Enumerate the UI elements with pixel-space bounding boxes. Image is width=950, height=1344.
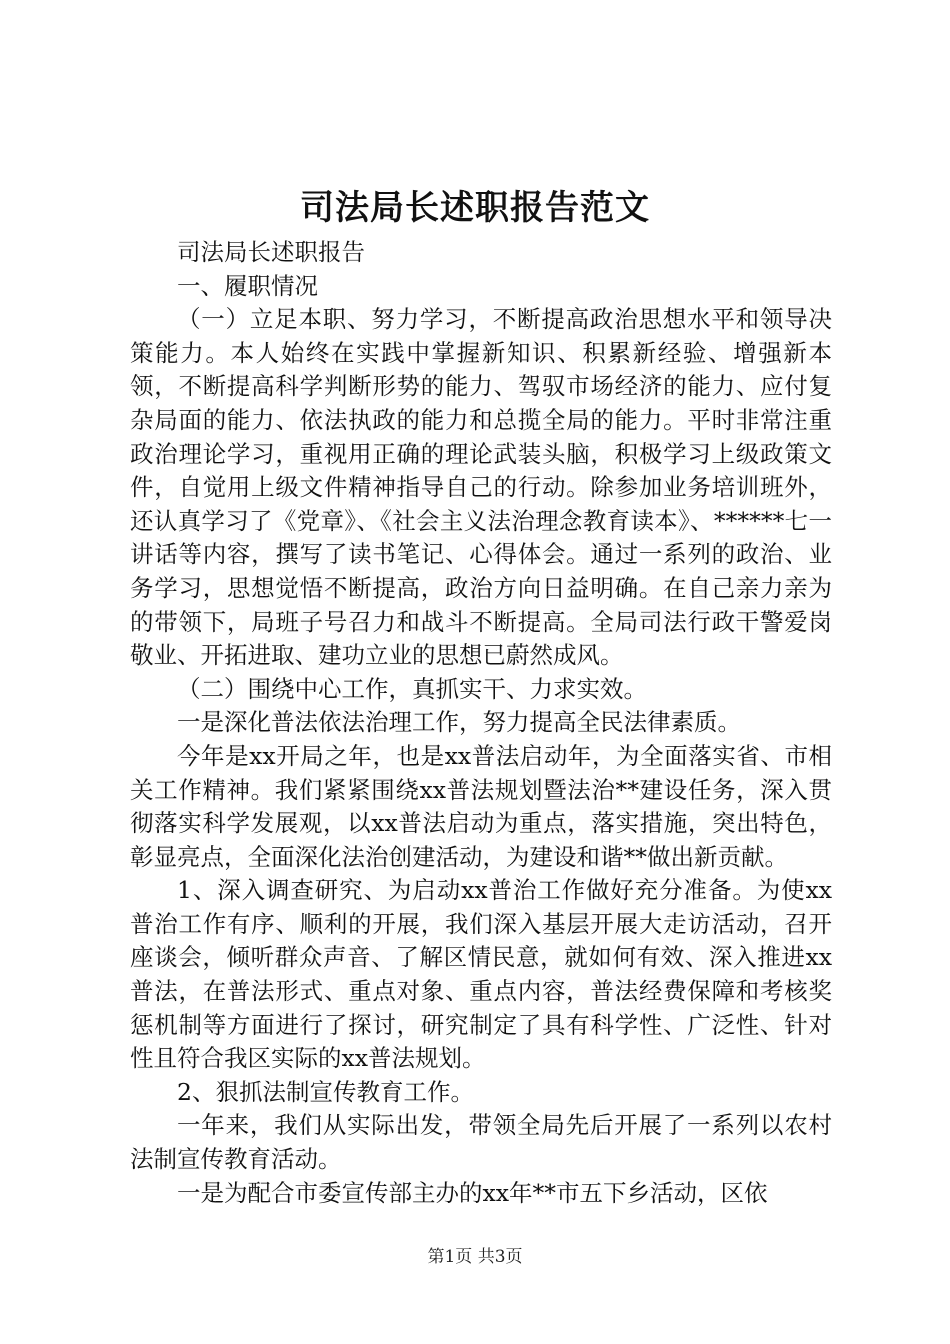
paragraph-this-year: 今年是xx开局之年，也是xx普法启动年，为全面落实省、市相关工作精神。我们紧紧围绕xx普法规划暨法治**建设任务，深入贯彻落实科学发展观，以xx普法启动为重点，落实措施，突出特色，彰显亮点，全面深化法治创建活动，为建设和谐**做出新贡献。: [130, 741, 832, 871]
paragraph-five-to-country: 一是为配合市委宣传部主办的xx年**市五下乡活动，区依: [177, 1178, 768, 1207]
paragraph-point-one: 一是深化普法依法治理工作，努力提高全民法律素质。: [177, 708, 741, 737]
paragraph-report-heading: 司法局长述职报告: [177, 238, 365, 266]
paragraph-year-review: 一年来，我们从实际出发，带领全局先后开展了一系列以农村法制宣传教育活动。: [130, 1111, 832, 1174]
document-title: 司法局长述职报告范文: [300, 188, 650, 228]
paragraph-study: （一）立足本职、努力学习，不断提高政治思想水平和领导决策能力。本人始终在实践中掌握新知识、积累新经验、增强新本领，不断提高科学判断形势的能力、驾驭市场经济的能力、应付复杂局面的能力、依法执政的能力和总揽全局的能力。平时非常注重政治理论学习，重视用正确的理论武装头脑，积极学习上级政策文件，自觉用上级文件精神指导自己的行动。除参加业务培训班外，还认真学习了《党章》、《社会主义法治理念教育读本》、******七一讲话等内容，撰写了读书笔记、心得体会。通过一系列的政治、业务学习，思想觉悟不断提高，政治方向日益明确。在自己亲力亲为的带领下，局班子号召力和战斗不断提高。全局司法行政干警爱岗敬业、开拓进取、建功立业的思想已蔚然成风。: [130, 305, 832, 670]
paragraph-research: 1、深入调查研究、为启动xx普治工作做好充分准备。为使xx普治工作有序、顺利的开展，我们深入基层开展大走访活动，召开座谈会，倾听群众声音、了解区情民意，就如何有效、深入推进xx普法，在普法形式、重点对象、重点内容，普法经费保障和考核奖惩机制等方面进行了探讨，研究制定了具有科学性、广泛性、针对性且符合我区实际的xx普法规划。: [130, 876, 832, 1073]
page-number-footer: 第1页 共3页: [427, 1247, 523, 1267]
paragraph-publicity-heading: 2、狠抓法制宣传教育工作。: [177, 1077, 474, 1106]
paragraph-section-one-heading: 一、履职情况: [177, 271, 318, 300]
document-body: [130, 236, 832, 1210]
paragraph-section-two-heading: （二）围绕中心工作，真抓实干、力求实效。: [177, 674, 647, 703]
